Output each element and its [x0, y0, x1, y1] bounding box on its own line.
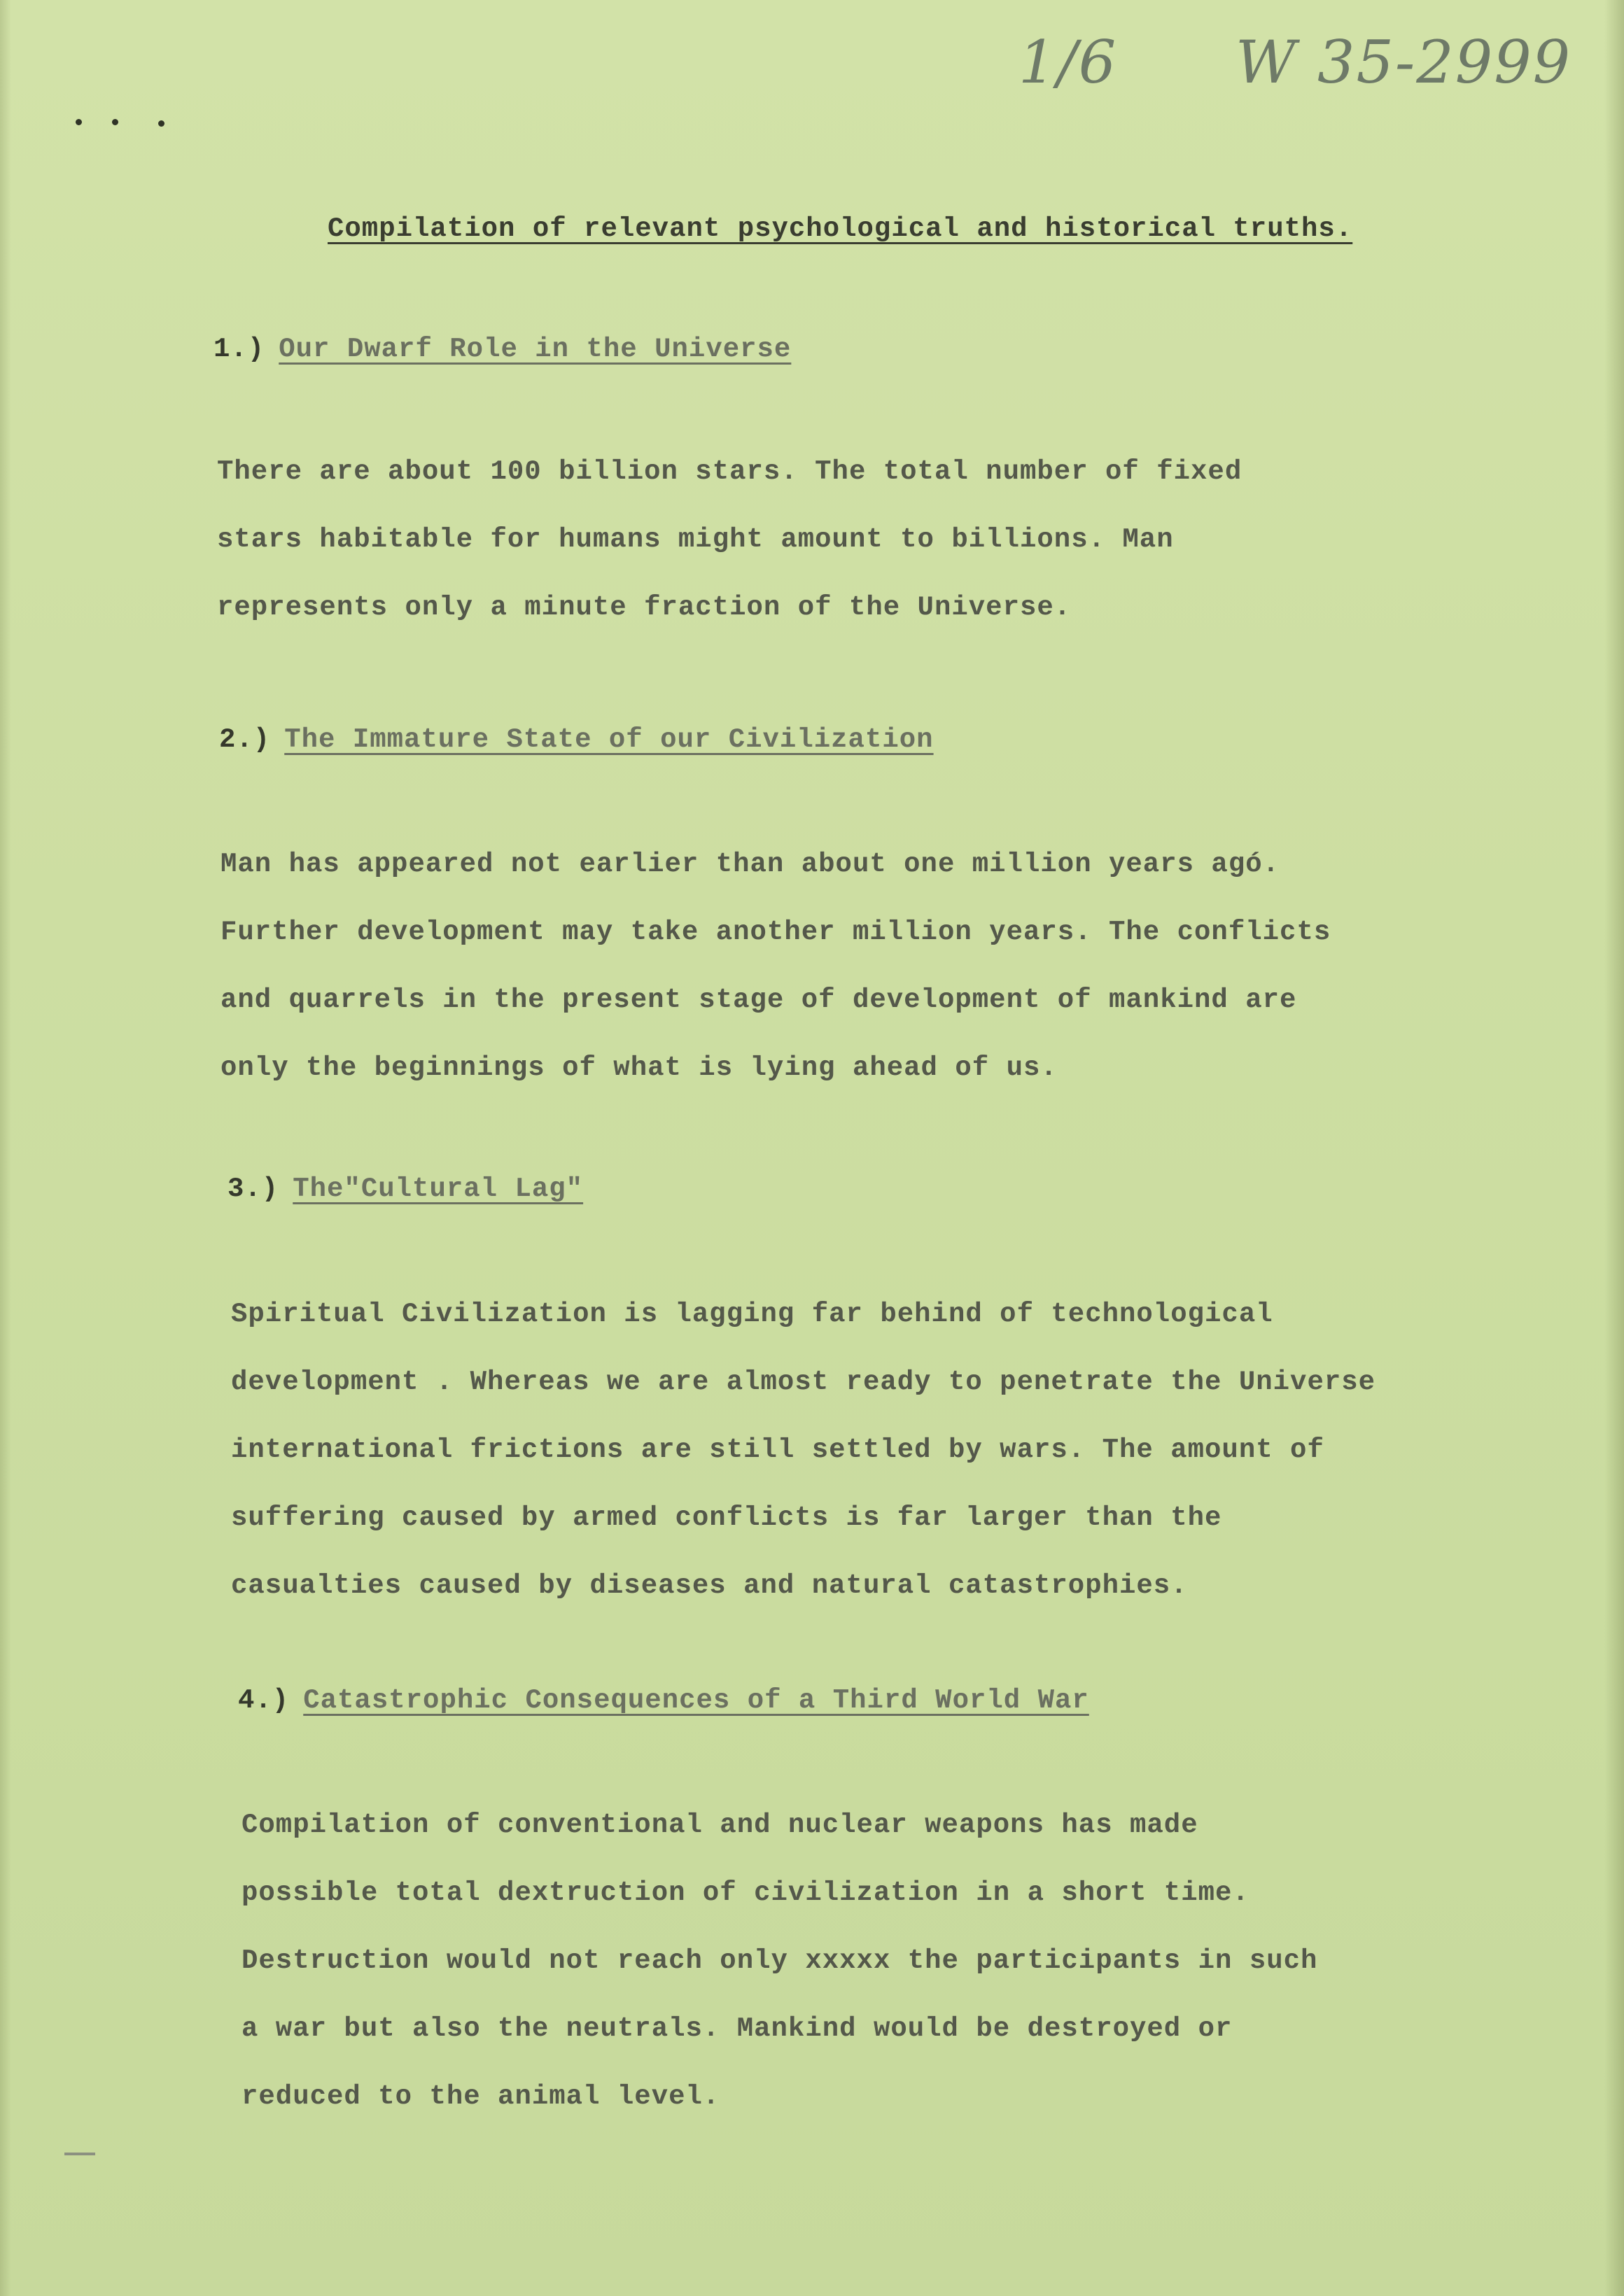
section-body-1 [217, 438, 1617, 642]
text-line: casualties caused by diseases and natural catastrophies. [231, 1570, 1188, 1601]
section-number: 1.) [214, 334, 265, 365]
section-heading-4 [238, 1685, 1089, 1716]
section-heading-3 [227, 1174, 583, 1204]
text-line: development . Whereas we are almost ready to penetrate the Universe [231, 1367, 1376, 1397]
text-line: and quarrels in the present stage of development of mankind are [220, 985, 1297, 1015]
handwritten-page-marker: 1/6 [1018, 28, 1118, 97]
page-edge-left [0, 0, 11, 2296]
punch-dots [76, 115, 174, 129]
section-body-4 [241, 1791, 1624, 2131]
text-line: Compilation of conventional and nuclear weapons has made [241, 1810, 1198, 1840]
text-line: Man has appeared not earlier than about one million years agó. [220, 849, 1280, 880]
handwritten-reference-number: W 35-2999 [1236, 28, 1572, 97]
section-heading-2 [219, 724, 934, 755]
section-heading-1 [214, 334, 791, 365]
dot [112, 119, 118, 125]
section-title: The"Cultural Lag" [293, 1174, 584, 1204]
section-title: The Immature State of our Civilization [284, 724, 934, 755]
text-line: only the beginnings of what is lying ahead of us. [220, 1052, 1058, 1083]
section-number: 3.) [227, 1174, 279, 1204]
dot [76, 119, 82, 125]
text-line: Further development may take another million years. The conflicts [220, 917, 1331, 948]
section-body-3 [231, 1281, 1624, 1620]
text-line: There are about 100 billion stars. The total number of fixed [217, 456, 1242, 487]
section-number: 2.) [219, 724, 271, 755]
text-line: a war but also the neutrals. Mankind would be destroyed or [241, 2013, 1233, 2044]
text-line: Destruction would not reach only xxxxx the participants in such [241, 1945, 1318, 1976]
section-number: 4.) [238, 1685, 290, 1716]
text-line: represents only a minute fraction of the Universe. [217, 592, 1072, 623]
dot [158, 120, 164, 127]
text-line: suffering caused by armed conflicts is far larger than the [231, 1502, 1222, 1533]
section-body-2 [220, 831, 1620, 1102]
section-title: Catastrophic Consequences of a Third World War [303, 1685, 1089, 1716]
text-line: reduced to the animal level. [241, 2081, 720, 2112]
text-line: Spiritual Civilization is lagging far behind of technological [231, 1299, 1273, 1330]
margin-mark [64, 2153, 95, 2155]
section-title: Our Dwarf Role in the Universe [279, 334, 792, 365]
document-title: Compilation of relevant psychological and historical truths. [328, 213, 1353, 244]
text-line: possible total dextruction of civilization in a short time. [241, 1878, 1250, 1908]
text-line: stars habitable for humans might amount to billions. Man [217, 524, 1174, 555]
text-line: international frictions are still settled by wars. The amount of [231, 1435, 1324, 1465]
